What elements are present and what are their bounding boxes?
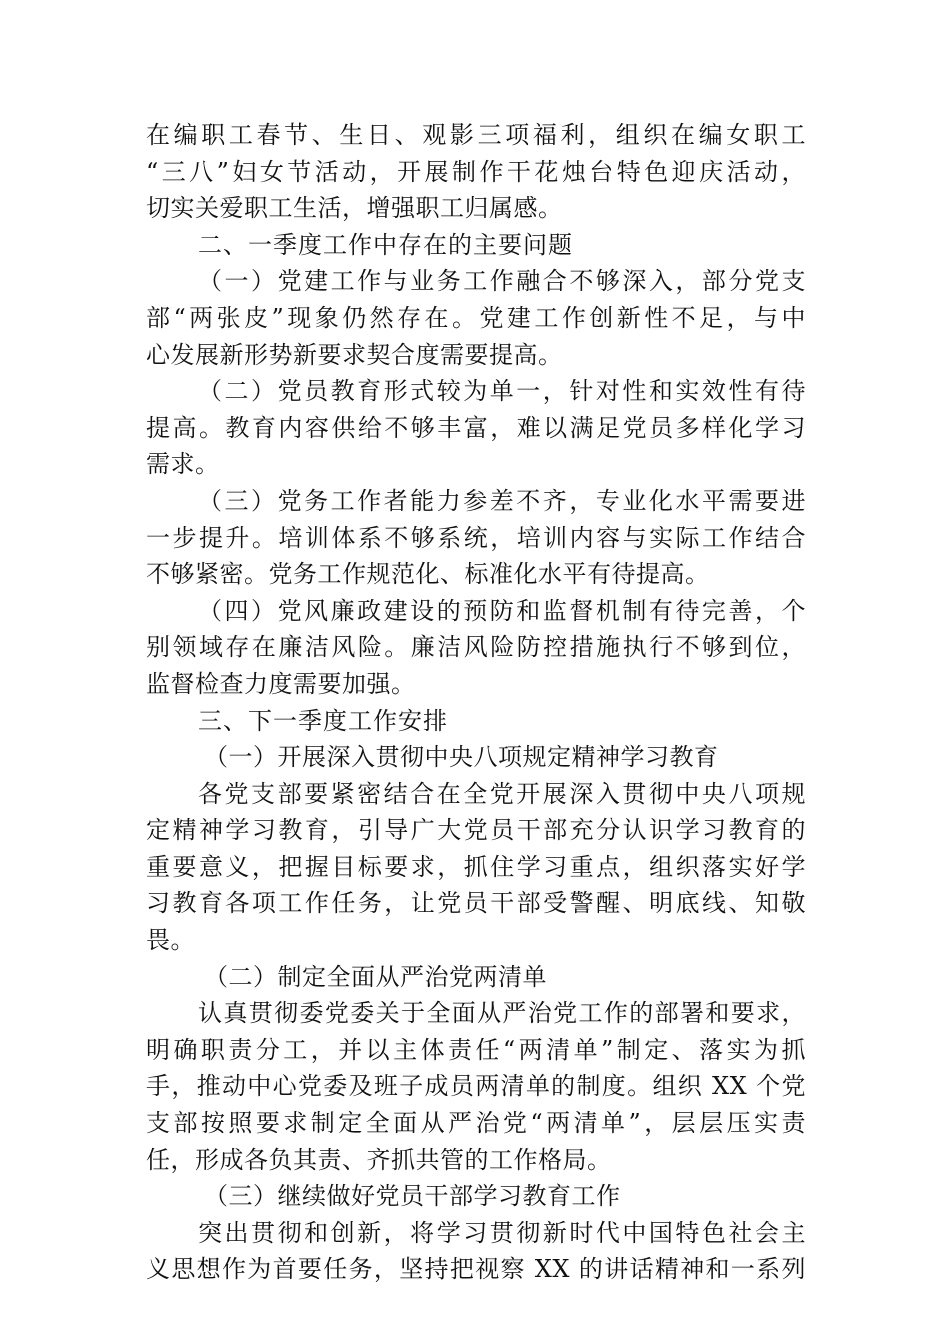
body-line: 任，形成各负其责、齐抓共管的工作格局。 <box>146 1145 612 1174</box>
body-line: 心发展新形势新要求契合度需要提高。 <box>146 340 563 369</box>
body-line: 切实关爱职工生活，增强职工归属感。 <box>146 194 563 223</box>
body-line: 重要意义，把握目标要求，抓住学习重点，组织落实好学 <box>146 852 806 881</box>
body-line: 认真贯彻委党委关于全面从严治党工作的部署和要求， <box>198 999 806 1028</box>
body-line: 别领域存在廉洁风险。廉洁风险防控措施执行不够到位， <box>146 633 806 662</box>
body-line: 一步提升。培训体系不够系统，培训内容与实际工作结合 <box>146 523 806 552</box>
body-line: 支部按照要求制定全面从严治党“两清单”，层层压实责 <box>146 1109 806 1138</box>
body-line: 畏。 <box>146 926 195 955</box>
body-line: 需求。 <box>146 450 220 479</box>
body-line: 习教育各项工作任务，让党员干部受警醒、明底线、知敬 <box>146 889 806 918</box>
body-line: 监督检查力度需要加强。 <box>146 669 416 698</box>
body-line: （一）党建工作与业务工作融合不够深入，部分党支 <box>198 267 806 296</box>
body-line: 提高。教育内容供给不够丰富，难以满足党员多样化学习 <box>146 413 806 442</box>
subsection-heading: （二）制定全面从严治党两清单 <box>204 962 547 991</box>
body-line: （四）党风廉政建设的预防和监督机制有待完善，个 <box>198 596 806 625</box>
body-line: 定精神学习教育，引导广大党员干部充分认识学习教育的 <box>146 816 806 845</box>
body-line: （三）党务工作者能力参差不齐，专业化水平需要进 <box>198 486 806 515</box>
body-line: （二）党员教育形式较为单一，针对性和实效性有待 <box>198 377 806 406</box>
body-line: 部“两张皮”现象仍然存在。党建工作创新性不足，与中 <box>146 303 806 332</box>
body-line: 明确职责分工，并以主体责任“两清单”制定、落实为抓 <box>146 1035 806 1064</box>
section-heading: 二、一季度工作中存在的主要问题 <box>198 230 573 259</box>
body-line: “三八”妇女节活动，开展制作干花烛台特色迎庆活动， <box>146 157 806 186</box>
subsection-heading: （一）开展深入贯彻中央八项规定精神学习教育 <box>204 743 719 772</box>
body-line: 突出贯彻和创新，将学习贯彻新时代中国特色社会主 <box>198 1218 806 1247</box>
body-line: 不够紧密。党务工作规范化、标准化水平有待提高。 <box>146 560 710 589</box>
document-page <box>146 117 806 1288</box>
section-heading: 三、下一季度工作安排 <box>198 706 448 735</box>
body-line: 义思想作为首要任务，坚持把视察 XX 的讲话精神和一系列 <box>146 1255 806 1284</box>
subsection-heading: （三）继续做好党员干部学习教育工作 <box>204 1182 621 1211</box>
body-line: 各党支部要紧密结合在全党开展深入贯彻中央八项规 <box>198 779 806 808</box>
body-line: 在编职工春节、生日、观影三项福利，组织在编女职工 <box>146 121 806 149</box>
body-line: 手，推动中心党委及班子成员两清单的制度。组织 XX 个党 <box>146 1072 806 1101</box>
